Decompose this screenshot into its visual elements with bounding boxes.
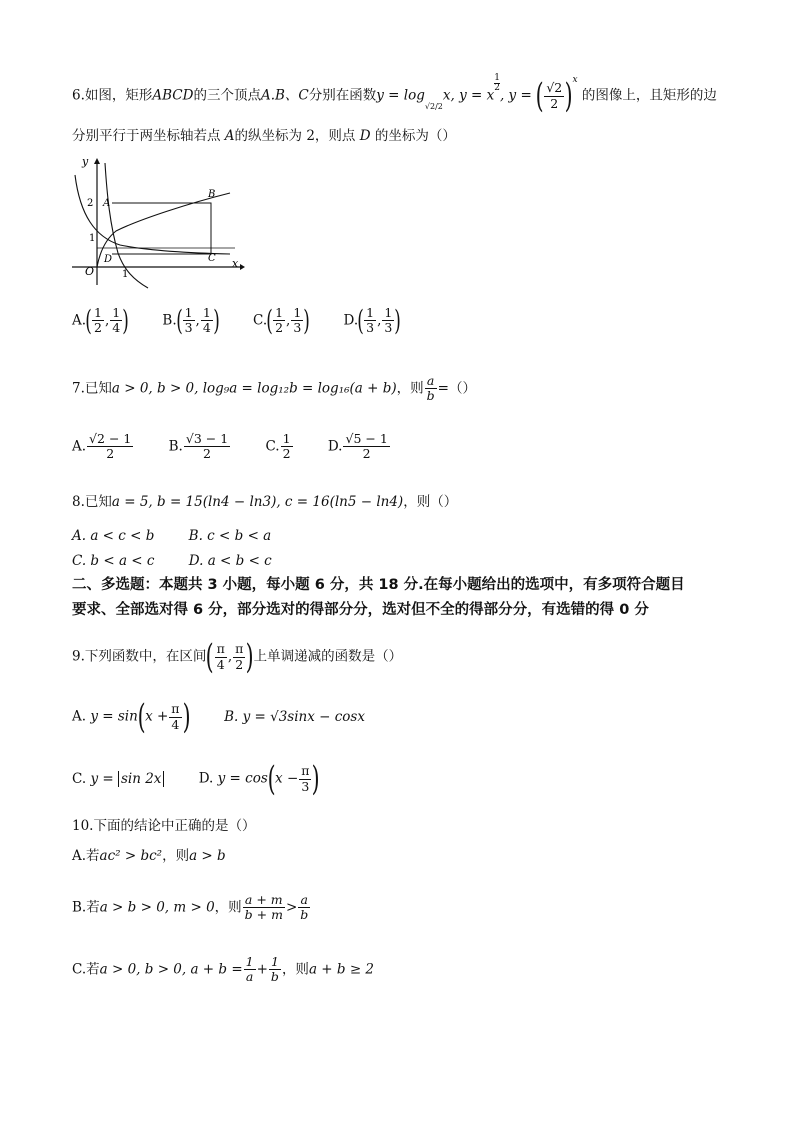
section2-heading-line2: 要求、全部选对得 6 分，部分选对的得部分分，选对但不全的得部分分，有选错的得 0 分: [72, 602, 649, 618]
graph-curve-exp: [75, 175, 230, 254]
graph-label-b: B: [208, 189, 216, 200]
graph-tick-2-y: 2: [87, 198, 94, 209]
q9-options-row2: [72, 759, 350, 799]
q8-option-a[interactable]: A. a < c < b: [72, 528, 155, 544]
q7-option-a[interactable]: A. $\frac{√2 - 1}{2}$: [72, 431, 132, 462]
graph-curve-log: [105, 163, 148, 288]
q7-options: [72, 432, 421, 462]
q9-options-row1: [72, 697, 395, 737]
q10-option-c[interactable]: C.若a > 0, b > 0, a + b = $\frac{1}{a}$ + $\frac{1}{b}$ ，则a + b ≥ 2: [72, 954, 375, 985]
q8-option-d[interactable]: D. a < b < c: [188, 553, 272, 569]
graph-y-arrow: [94, 158, 100, 164]
q9-option-c[interactable]: C. y = sin 2x: [72, 771, 164, 787]
graph-label-c: C: [208, 253, 216, 264]
q6-graph: [70, 155, 245, 290]
section2-heading-line1: 二、多选题：本题共 3 小题，每小题 6 分，共 18 分.在每小题给出的选项中，有多项符合题目: [72, 577, 685, 593]
q6-option-d[interactable]: D.( $\frac{1}{3}$ , $\frac{1}{3}$ ): [343, 303, 402, 337]
q10-option-b[interactable]: B.若a > b > 0, m > 0，则 $\frac{a + m}{b + m}$ > $\frac{a}{b}$: [72, 892, 309, 923]
q7-stem: 7.已知a > 0, b > 0, log₉a = log₁₂b = log₁₆(a + b)，则 $\frac{a}{b}$ =（）: [72, 373, 476, 404]
graph-origin: O: [85, 265, 95, 278]
q8-stem: 8.已知a = 5, b = 15(ln4 − ln3), c = 16(ln5 − ln4)，则（）: [72, 494, 458, 510]
q6-line1: 6.如图，矩形ABCD的三个顶点A.B、C分别在函数$y = \log_{√2/2}x$, y = x $^{\frac{1}{2}}$ , y = ( $\frac{√2}{2}$ )$^x$ 的图像上，且矩形的边: [72, 73, 717, 116]
graph-y-label: y: [82, 155, 89, 168]
q6-options: [72, 303, 430, 337]
q6-option-b[interactable]: B.( $\frac{1}{3}$ , $\frac{1}{4}$ ): [162, 303, 220, 337]
graph-x-arrow: [240, 264, 245, 270]
q9-option-d[interactable]: D. y = cos(x − $\frac{\pi}{3}$ ): [198, 759, 321, 799]
q10-stem: 10.下面的结论中正确的是（）: [72, 818, 256, 834]
q7-option-b[interactable]: B. $\frac{√3 - 1}{2}$: [168, 431, 229, 462]
graph-tick-1-x: 1: [122, 269, 129, 280]
q10-option-a[interactable]: A.若ac² > bc²，则a > b: [72, 848, 226, 864]
q9-option-a[interactable]: A. y = sin(x + $\frac{\pi}{4}$ ): [72, 697, 191, 737]
q8-options-row1: [72, 528, 301, 544]
graph-x-label: x: [232, 257, 239, 270]
q8-option-c[interactable]: C. b < a < c: [72, 553, 155, 569]
graph-label-d: D: [104, 254, 113, 265]
q8-option-b[interactable]: B. c < b < a: [188, 528, 272, 544]
q9-stem: 9.下列函数中，在区间( $\frac{\pi}{4}$ , $\frac{\pi}{2}$ )上单调递减的函数是（）: [72, 637, 403, 677]
q6-option-a[interactable]: A.( $\frac{1}{2}$ , $\frac{1}{4}$ ): [72, 303, 129, 337]
q9-option-b[interactable]: B. y = √3sinx − cosx: [224, 708, 365, 725]
graph-tick-1-y: 1: [89, 233, 96, 244]
q7-option-c[interactable]: C. $\frac{1}{2}$: [265, 431, 291, 462]
q8-options-row2: [72, 553, 302, 569]
q7-option-d[interactable]: D. $\frac{√5 - 1}{2}$: [327, 431, 388, 462]
q6-option-c[interactable]: C.( $\frac{1}{2}$ , $\frac{1}{3}$ ): [253, 303, 311, 337]
q6-line2: 分别平行于两坐标轴若点 A的纵坐标为 2，则点 D 的坐标为（）: [72, 128, 456, 144]
graph-label-a: A: [103, 198, 111, 209]
